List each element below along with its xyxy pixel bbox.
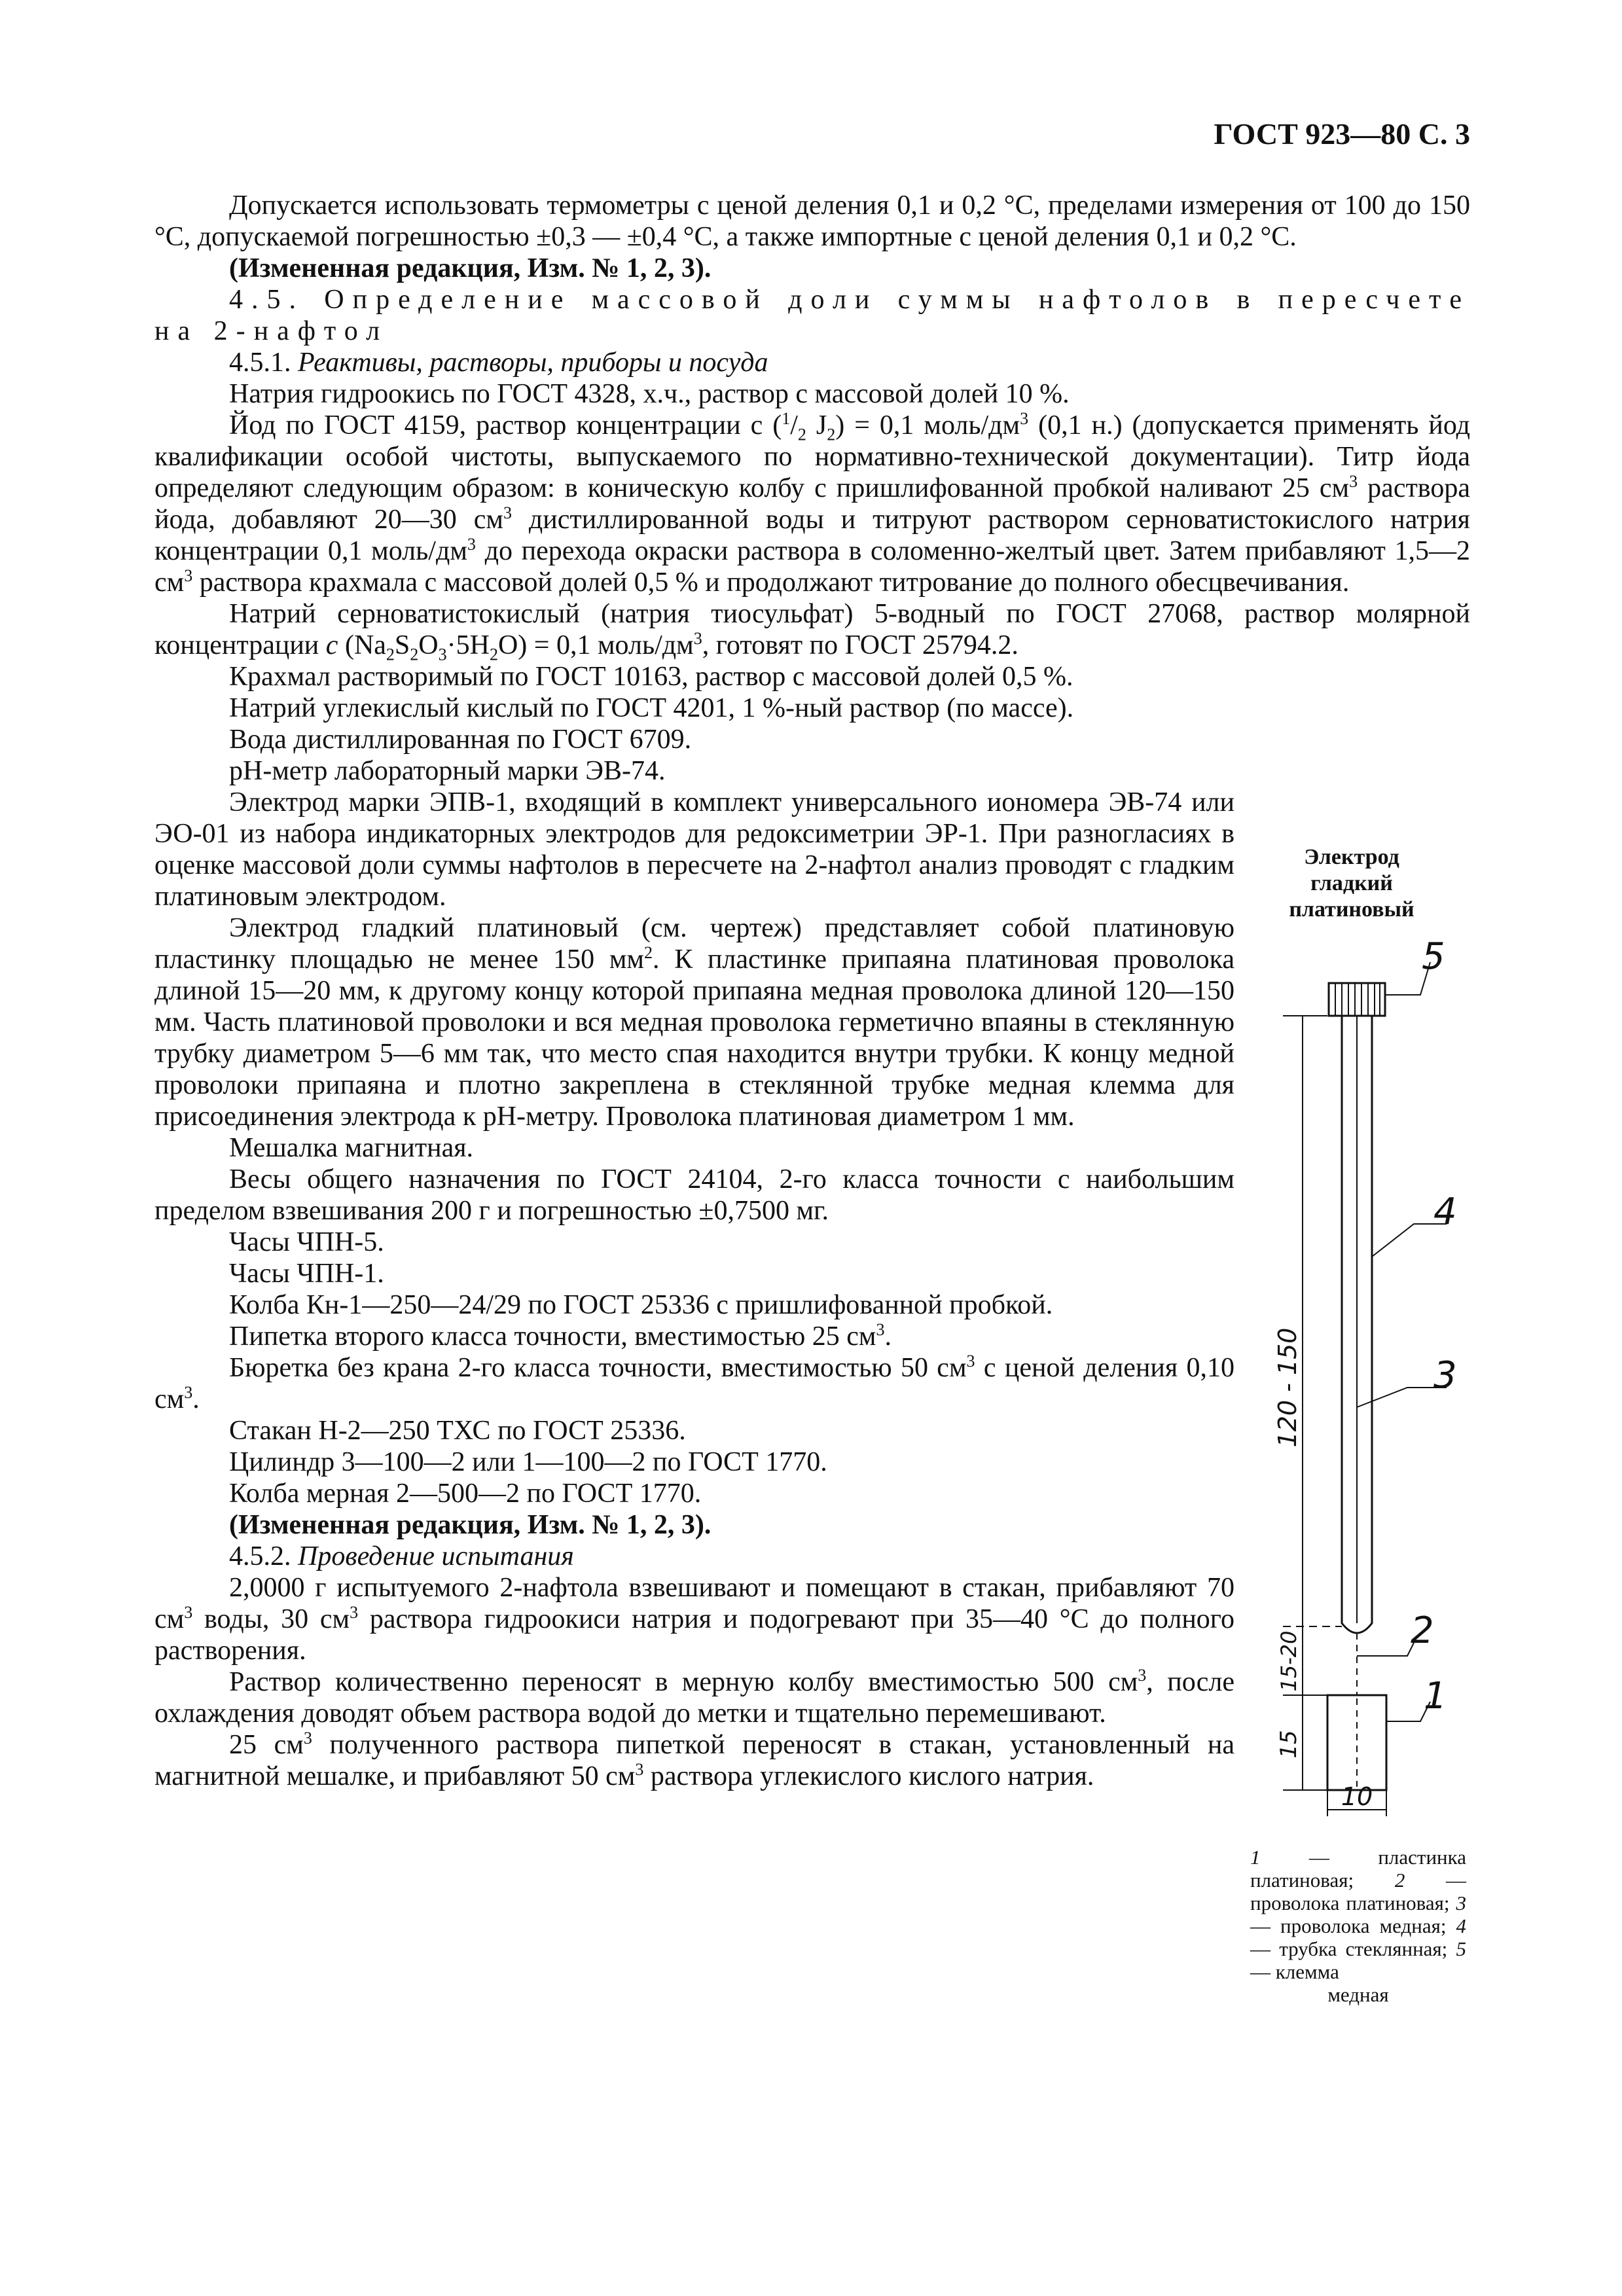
label-1: 1 [1424, 1675, 1447, 1717]
item-starch: Крахмал растворимый по ГОСТ 10163, раствор с массовой долей 0,5 %. [229, 662, 1073, 692]
figure-title: Электрод гладкий платиновый [1289, 845, 1415, 922]
item-stirrer: Мешалка магнитная. [229, 1133, 474, 1163]
label-5: 5 [1422, 936, 1445, 978]
section-title: Реактивы, растворы, приборы и посуда [298, 348, 768, 378]
item-cylinder: Цилиндр 3—100—2 или 1—100—2 по ГОСТ 1770. [229, 1447, 827, 1477]
test-step-1: 2,0000 г испытуемого 2-нафтола взвешивают и помещают в стакан, прибавляют 70 $см^3$ воды, 30 $см^3$ раствора гидроокиси натрия и подогревают при 35—40 °С до полного растворения. [154, 1573, 1235, 1666]
label-2: 2 [1411, 1609, 1434, 1652]
item-electrode-platinum: Электрод гладкий платиновый (см. чертеж) представляет собой платиновую пластинку площадью не менее 150 $мм^2$. К пластинке припаяна платиновая проволока длиной 15—20 мм, к другому концу которой припаяна медная проволока длиной 120—150 мм. Часть платиновой проволоки и вся медная проволока герметично впаяны в стеклянную трубку диаметром 5—6 мм так, что место спая находится внутри трубки. К концу медной проволоки припаяна и плотно закреплена в стеклянной трубке медная клемма для присоединения электрода к рН-метру. Проволока платиновая диаметром 1 мм. [154, 913, 1235, 1132]
dimension-15: 15 [1276, 1730, 1302, 1759]
section-4-5-1-heading [154, 347, 1470, 378]
item-naoh: Натрия гидроокись по ГОСТ 4328, х.ч., раствор с массовой долей 10 %. [229, 379, 1070, 409]
item-iodine: Йод по ГОСТ 4159, раствор концентрации с ($^1/_2$ $J_2) = 0,1$ моль/$дм^3$ (0,1 н.) (допускается применять йод квалификации особой чистоты, выпускаемого по нормативно-технической документации). Титр йода определяют следующим образом: в коническую колбу с пришлифованной пробкой наливают 25 $см^3$ раствора йода, добавляют 20—30 $см^3$ дистиллированной воды и титруют раствором серноватистокислого натрия концентрации 0,1 моль/$дм^3$ до перехода окраски раствора в соломенно-желтый цвет. Затем прибавляют 1,5—2 $см^3$ раствора крахмала с массовой долей 0,5 % и продолжают титрование до полного обесцвечивания. [154, 409, 1470, 598]
amendment-note: (Измененная редакция, Изм. № 1, 2, 3). [229, 253, 712, 283]
item-burette: Бюретка без крана 2-го класса точности, вместимостью 50 $см^3$ с ценой деления 0,10 $см^3$. [154, 1352, 1235, 1414]
item-ph-meter: рН-метр лабораторный марки ЭВ-74. [229, 756, 666, 786]
amendment-note-2: (Измененная редакция, Изм. № 1, 2, 3). [229, 1510, 712, 1540]
section-4-5-heading: 4.5. Определение массовой доли суммы нафтолов в пересчете на 2-нафтол [154, 285, 1470, 346]
dimension-120-150: 120 - 150 [1273, 1327, 1302, 1448]
electrode-drawing [1244, 936, 1479, 1833]
item-volumetric-flask: Колба мерная 2—500—2 по ГОСТ 1770. [229, 1479, 702, 1509]
platinum-plate [1327, 1695, 1386, 1790]
figure-legend: 1 — пластинка платиновая; 2 — проволока платиновая; 3 — проволока медная; 4 — трубка стеклянная; 5 — клемма медная [1250, 1846, 1467, 2006]
terminal-clamp [1329, 983, 1385, 1016]
page-header: ГОСТ 923—80 С. 3 [1214, 117, 1470, 151]
item-beaker: Стакан Н-2—250 ТХС по ГОСТ 25336. [229, 1416, 686, 1446]
item-bicarbonate: Натрий углекислый кислый по ГОСТ 4201, 1 %-ный раствор (по массе). [229, 693, 1074, 723]
label-3: 3 [1433, 1354, 1457, 1397]
item-flask: Колба Кн-1—250—24/29 по ГОСТ 25336 с пришлифованной пробкой. [229, 1290, 1053, 1320]
section-number: 4.5.1. [229, 348, 291, 378]
item-thiosulfate: Натрий серноватистокислый (натрия тиосульфат) 5-водный по ГОСТ 27068, раствор молярной концентрации c $(Na_2S_2O_3\cdot 5H_2O) = 0,1$ моль/$дм^3$, готовят по ГОСТ 25794.2. [154, 599, 1470, 664]
dimension-15-20: 15-20 [1276, 1630, 1301, 1692]
item-electrode-epv: Электрод марки ЭПВ-1, входящий в комплект универсального иономера ЭВ-74 или ЭО-01 из набора индикаторных электродов для редоксиметрии ЭР-1. При разногласиях в оценке массовой доли суммы нафтолов в пересчете на 2-нафтол анализ проводят с гладким платиновым электродом. [154, 787, 1235, 912]
item-water: Вода дистиллированная по ГОСТ 6709. [229, 725, 692, 755]
label-4: 4 [1433, 1191, 1457, 1233]
item-clock-5: Часы ЧПН-5. [229, 1227, 384, 1257]
test-step-2: Раствор количественно переносят в мерную колбу вместимостью 500 $см^3$, после охлаждения доводят объем раствора водой до метки и тщательно перемешивают. [154, 1666, 1235, 1729]
paragraph-thermometers: Допускается использовать термометры с ценой деления 0,1 и 0,2 °С, пределами измерения от 100 до 150 °С, допускаемой погрешностью ±0,3 — ±0,4 °С, а также импортные с ценой деления 0,1 и 0,2 °С. [154, 190, 1470, 252]
item-scales: Весы общего назначения по ГОСТ 24104, 2-го класса точности с наибольшим пределом взвешивания 200 г и погрешностью ±0,7500 мг. [154, 1164, 1235, 1226]
section-4-5-2-heading: 4.5.2. Проведение испытания [229, 1541, 574, 1571]
item-clock-1: Часы ЧПН-1. [229, 1259, 384, 1289]
dimension-10: 10 [1341, 1782, 1373, 1811]
item-pipette: Пипетка второго класса точности, вместимостью 25 $см^3$. [229, 1320, 892, 1352]
test-step-3: 25 $см^3$ полученного раствора пипеткой переносят в стакан, установленный на магнитной мешалке, и прибавляют 50 $см^3$ раствора углекислого кислого натрия. [154, 1729, 1235, 1791]
